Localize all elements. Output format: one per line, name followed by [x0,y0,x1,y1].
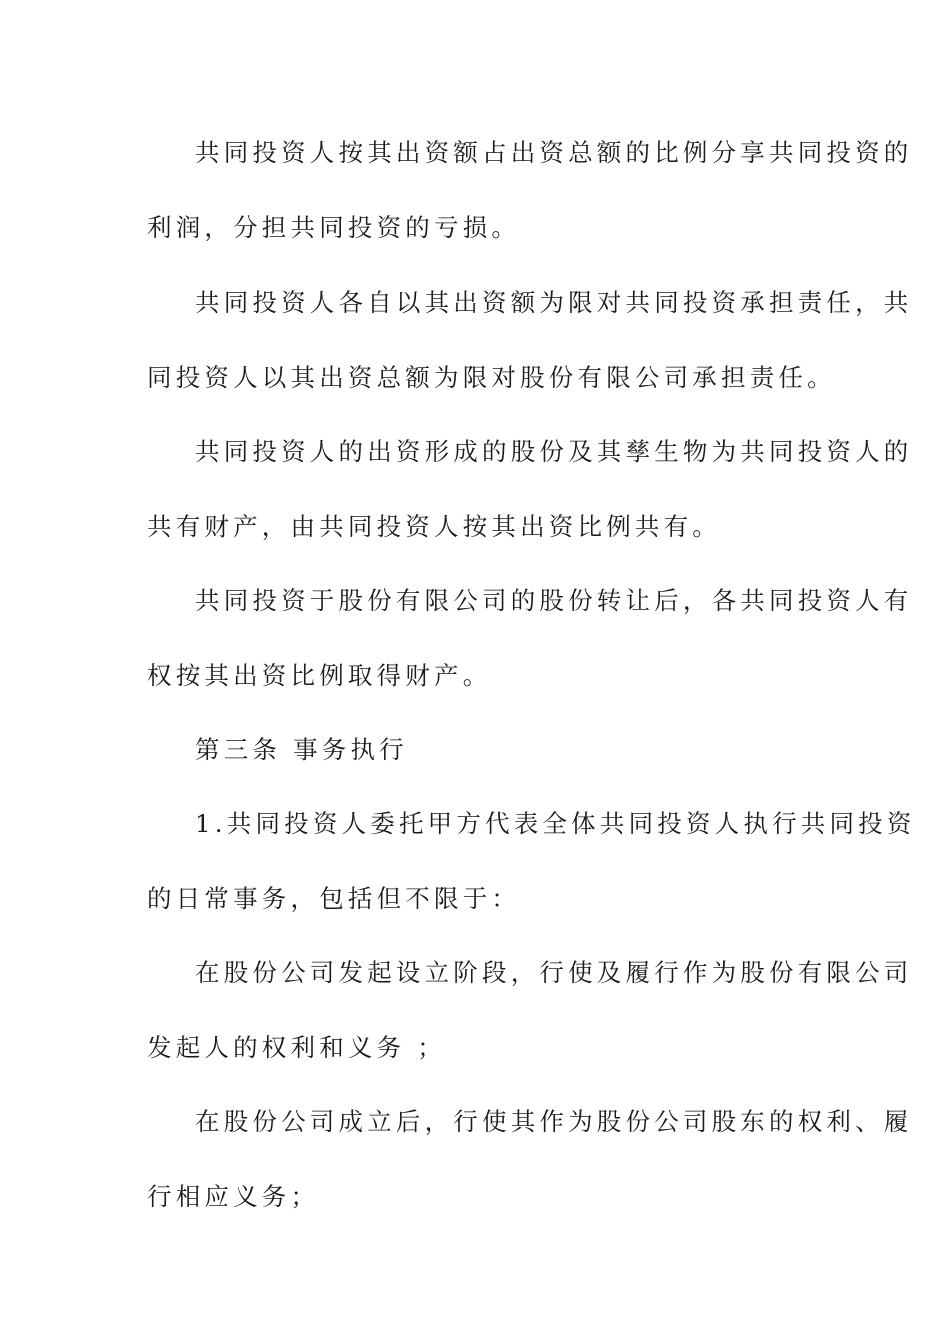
paragraph-line: 共同投资人各自以其出资额为限对共同投资承担责任，共 [195,288,913,317]
paragraph-line: 1.共同投资人委托甲方代表全体共同投资人执行共同投资 [195,809,916,838]
paragraph-line: 同投资人以其出资总额为限对股份有限公司承担责任。 [147,363,836,392]
paragraph-line: 行相应义务； [147,1182,320,1211]
paragraph-line: 权按其出资比例取得财产。 [147,661,492,690]
section-heading: 第三条 事务执行 [195,735,408,764]
paragraph-line: 在股份公司成立后，行使其作为股份公司股东的权利、履 [195,1107,913,1136]
paragraph-line: 共有财产，由共同投资人按其出资比例共有。 [147,512,721,541]
paragraph-line: 在股份公司发起设立阶段，行使及履行作为股份有限公司 [195,958,913,987]
paragraph-line: 共同投资人的出资形成的股份及其孳生物为共同投资人的 [195,437,913,466]
paragraph-line: 的日常事务，包括但不限于： [147,884,521,913]
paragraph-line: 发起人的权利和义务 ； [147,1033,446,1062]
paragraph-line: 共同投资人按其出资额占出资总额的比例分享共同投资的 [195,138,913,167]
paragraph-line: 共同投资于股份有限公司的股份转让后，各共同投资人有 [195,586,913,615]
paragraph-line: 利润，分担共同投资的亏损。 [147,213,521,242]
